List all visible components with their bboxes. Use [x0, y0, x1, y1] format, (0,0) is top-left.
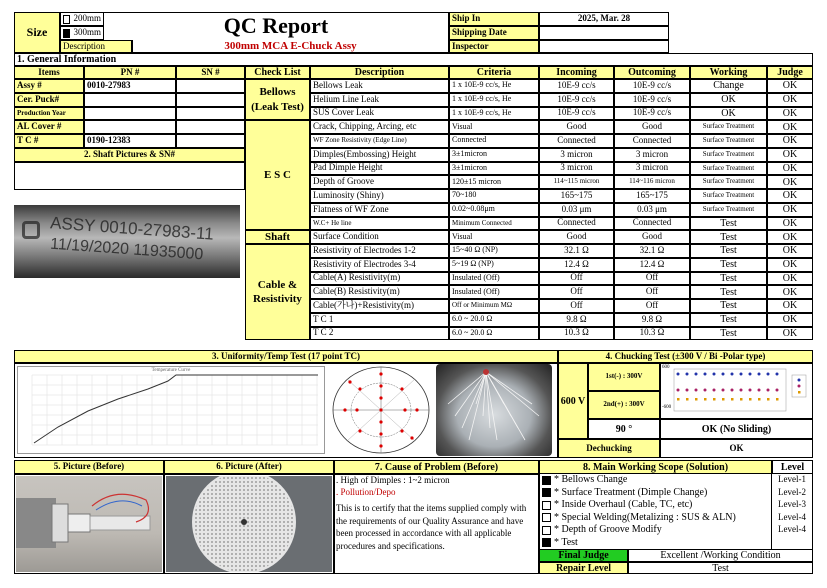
row-incoming: 114~115 micron: [539, 175, 614, 189]
scope-checkbox[interactable]: [542, 488, 551, 497]
picture-after-title: 6. Picture (After): [164, 460, 334, 474]
group-esc: E S C: [245, 120, 310, 230]
row-incoming: 10E-9 cc/s: [539, 79, 614, 93]
scope-level: Level-3: [772, 499, 813, 512]
picture-before-title: 5. Picture (Before): [14, 460, 164, 474]
level-header: Level: [772, 460, 813, 474]
row-description: SUS Cover Leak: [310, 107, 449, 121]
scope-item-label: * Depth of Groove Modify: [554, 524, 662, 535]
row-incoming: 3 micron: [539, 162, 614, 176]
row-incoming: 12.4 Ω: [539, 258, 614, 272]
row-outcoming: 0.03 μm: [614, 203, 690, 217]
row-judge: OK: [767, 313, 813, 327]
row-incoming: 10.3 Ω: [539, 327, 614, 341]
scope-checkbox[interactable]: [542, 501, 551, 510]
scope-item-label: * Surface Treatment (Dimple Change): [554, 486, 708, 498]
tc-map-svg: [330, 364, 432, 456]
row-description: Resistivity of Electrodes 1-2: [310, 244, 449, 258]
row-working: Test: [690, 327, 767, 341]
description-label: Description: [60, 40, 132, 53]
row-outcoming: Good: [614, 120, 690, 134]
row-criteria: 15~40 Ω (NP): [449, 244, 539, 258]
tc-map-diagram: [330, 364, 432, 456]
temperature-curve-title: Temperature Curve: [151, 368, 191, 373]
row-description: Helium Line Leak: [310, 93, 449, 107]
row-criteria: 0.02~0.08μm: [449, 203, 539, 217]
size-300-label: 300mm: [73, 27, 101, 38]
row-outcoming: 10.3 Ω: [614, 327, 690, 341]
size-200-option: [60, 12, 104, 26]
row-incoming: Connected: [539, 134, 614, 148]
row-outcoming: 9.8 Ω: [614, 313, 690, 327]
scope-item: [539, 499, 772, 512]
row-working: Test: [690, 272, 767, 286]
row-criteria: 1 x 10E-9 cc/s, He: [449, 93, 539, 107]
row-criteria: 6.0 ~ 20.0 Ω: [449, 327, 539, 341]
row-working: OK: [690, 93, 767, 107]
blank-cell: [14, 162, 245, 190]
row-description: W.C+ He line: [310, 217, 449, 231]
row-criteria: Minimum Connected: [449, 217, 539, 231]
row-outcoming: 10E-9 cc/s: [614, 107, 690, 121]
shaft-engraving-line2: 11/19/2020 11935000: [49, 235, 204, 264]
row-judge: OK: [767, 285, 813, 299]
item-label: Assy #: [14, 79, 84, 93]
row-working: Test: [690, 285, 767, 299]
row-judge: OK: [767, 93, 813, 107]
cause-line-1: . High of Dimples : 1~2 micron: [336, 475, 450, 485]
row-description: Cable(A) Resistivity(m): [310, 272, 449, 286]
scope-item-label: * Inside Overhaul (Cable, TC, etc): [554, 499, 693, 510]
group-cable: Cable & Resistivity: [245, 244, 310, 340]
row-judge: OK: [767, 107, 813, 121]
row-judge: OK: [767, 162, 813, 176]
scope-checkbox[interactable]: [542, 513, 551, 522]
pn-value: [84, 93, 176, 107]
col-items: Items: [14, 66, 84, 79]
wafer-wires-svg: [436, 364, 552, 456]
chuck-angle: 90 °: [588, 419, 660, 439]
row-incoming: Off: [539, 272, 614, 286]
row-outcoming: Off: [614, 299, 690, 313]
row-working: Test: [690, 230, 767, 244]
row-outcoming: Connected: [614, 217, 690, 231]
picture-before-photo: [16, 476, 162, 572]
checkbox-200[interactable]: [63, 15, 70, 24]
scope-checkbox[interactable]: [542, 526, 551, 535]
before-photo-svg: [16, 476, 162, 572]
shipping-date-label: Shipping Date: [449, 26, 539, 40]
scope-level: Level-4: [772, 524, 813, 537]
group-bellows: Bellows (Leak Test): [245, 79, 310, 120]
pn-value: 0190-12383: [84, 134, 176, 148]
col-check: Check List: [245, 66, 310, 79]
ship-in-label: Ship In: [449, 12, 539, 26]
row-incoming: Connected: [539, 217, 614, 231]
scope-item: [539, 512, 772, 525]
pn-value: [84, 107, 176, 121]
row-outcoming: Off: [614, 285, 690, 299]
row-judge: OK: [767, 299, 813, 313]
certify-text: This is to certify that the items supplied comply with the requirements of our Quality Assurance and have been processed in accordance with all applicable procedures and specifications.: [336, 503, 527, 551]
row-description: Flatness of WF Zone: [310, 203, 449, 217]
row-working: Surface Treatment: [690, 134, 767, 148]
row-judge: OK: [767, 258, 813, 272]
scope-level: Level-4: [772, 512, 813, 525]
row-outcoming: 10E-9 cc/s: [614, 79, 690, 93]
row-description: Cable(가나)+Resistivity(m): [310, 299, 449, 313]
row-judge: OK: [767, 175, 813, 189]
row-description: T C 1: [310, 313, 449, 327]
size-200-label: 200mm: [73, 13, 101, 24]
size-label: Size: [14, 12, 60, 53]
chuck-first-label: 1st(-) : 300V: [588, 363, 660, 391]
checkbox-300[interactable]: [63, 29, 70, 38]
row-criteria: 5~19 Ω (NP): [449, 258, 539, 272]
row-judge: OK: [767, 189, 813, 203]
uniformity-title: 3. Uniformity/Temp Test (17 point TC): [14, 350, 558, 363]
pn-value: 0010-27983: [84, 79, 176, 93]
row-working: Surface Treatment: [690, 120, 767, 134]
col-sn: SN #: [176, 66, 245, 79]
row-description: Pad Dimple Height: [310, 162, 449, 176]
row-judge: OK: [767, 134, 813, 148]
page-title: QC Report: [104, 12, 449, 40]
col-crit: Criteria: [449, 66, 539, 79]
row-description: Dimples(Embossing) Height: [310, 148, 449, 162]
col-pn: PN #: [84, 66, 176, 79]
row-incoming: Good: [539, 230, 614, 244]
row-criteria: 3±1micron: [449, 162, 539, 176]
row-description: WF Zone Resistivity (Edge Line): [310, 134, 449, 148]
item-label: Cer. Puck#: [14, 93, 84, 107]
col-desc: Description: [310, 66, 449, 79]
chuck-axis-bottom: -600: [662, 405, 672, 410]
scope-item: [539, 474, 772, 487]
shaft-photo: [14, 205, 240, 278]
chuck-axis-top: 600: [662, 365, 670, 370]
row-description: Surface Condition: [310, 230, 449, 244]
scope-item: [539, 524, 772, 537]
row-judge: OK: [767, 120, 813, 134]
chuck-result: OK (No Sliding): [660, 419, 813, 439]
row-outcoming: 3 micron: [614, 148, 690, 162]
row-outcoming: 114~116 micron: [614, 175, 690, 189]
row-criteria: 1 x 10E-9 cc/s, He: [449, 79, 539, 93]
pn-value: [84, 120, 176, 134]
row-incoming: Off: [539, 299, 614, 313]
sn-value: [176, 93, 245, 107]
chucking-graph-svg: [662, 365, 810, 417]
size-300-option: [60, 26, 104, 40]
chucking-title: 4. Chucking Test (±300 V / Bi -Polar type): [558, 350, 813, 363]
item-label: T C #: [14, 134, 84, 148]
col-work: Working: [690, 66, 767, 79]
col-judge: Judge: [767, 66, 813, 79]
row-judge: OK: [767, 327, 813, 341]
row-outcoming: 32.1 Ω: [614, 244, 690, 258]
row-working: Test: [690, 299, 767, 313]
row-judge: OK: [767, 272, 813, 286]
row-outcoming: Connected: [614, 134, 690, 148]
row-criteria: 70~180: [449, 189, 539, 203]
row-incoming: 10E-9 cc/s: [539, 93, 614, 107]
cause-title: 7. Cause of Problem (Before): [334, 460, 539, 474]
row-incoming: 9.8 Ω: [539, 313, 614, 327]
row-criteria: 120±15 micron: [449, 175, 539, 189]
page-subtitle: 300mm MCA E-Chuck Assy: [132, 40, 449, 53]
row-incoming: 3 micron: [539, 148, 614, 162]
row-working: Surface Treatment: [690, 203, 767, 217]
chuck-voltage: 600 V: [558, 363, 588, 439]
logo-mark-icon: [22, 221, 40, 239]
scope-item-label: * Bellows Change: [554, 474, 628, 485]
row-incoming: 32.1 Ω: [539, 244, 614, 258]
row-incoming: 10E-9 cc/s: [539, 107, 614, 121]
repair-level-label: Repair Level: [539, 562, 628, 574]
row-criteria: Connected: [449, 134, 539, 148]
item-label: Production Year: [14, 107, 84, 121]
row-working: Test: [690, 244, 767, 258]
row-criteria: 6.0 ~ 20.0 Ω: [449, 313, 539, 327]
col-inc: Incoming: [539, 66, 614, 79]
row-outcoming: 165~175: [614, 189, 690, 203]
cause-line-2: . Pollution/Depo: [336, 487, 396, 497]
row-judge: OK: [767, 217, 813, 231]
row-working: Surface Treatment: [690, 162, 767, 176]
cause-content: [336, 474, 537, 574]
row-description: Cable(B) Resistivity(m): [310, 285, 449, 299]
row-outcoming: 3 micron: [614, 162, 690, 176]
general-info-title: 1. General Information: [14, 53, 813, 66]
scope-item-label: * Test: [554, 536, 578, 548]
ship-in-value: 2025, Mar. 28: [539, 12, 669, 26]
scope-level: [772, 537, 813, 550]
row-judge: OK: [767, 230, 813, 244]
col-out: Outcoming: [614, 66, 690, 79]
row-incoming: 0.03 μm: [539, 203, 614, 217]
sn-value: [176, 134, 245, 148]
temperature-curve-chart: [17, 366, 325, 454]
dechucking-label: Dechucking: [558, 439, 660, 458]
row-incoming: 165~175: [539, 189, 614, 203]
group-shaft: Shaft: [245, 230, 310, 244]
row-incoming: Off: [539, 285, 614, 299]
row-criteria: Visual: [449, 230, 539, 244]
dechucking-value: OK: [660, 439, 813, 458]
repair-level-value: Test: [628, 562, 813, 574]
row-judge: OK: [767, 244, 813, 258]
row-judge: OK: [767, 148, 813, 162]
row-criteria: Visual: [449, 120, 539, 134]
shipping-date-value: [539, 26, 669, 40]
after-photo-svg: [166, 476, 332, 572]
row-criteria: 3±1micron: [449, 148, 539, 162]
shaft-pictures-title: 2. Shaft Pictures & SN#: [14, 148, 245, 162]
row-working: OK: [690, 107, 767, 121]
row-working: Change: [690, 79, 767, 93]
row-working: Surface Treatment: [690, 148, 767, 162]
scope-item-label: * Special Welding(Metalizing : SUS & ALN): [554, 511, 736, 523]
picture-after-photo: [166, 476, 332, 572]
row-criteria: Insulated (Off): [449, 285, 539, 299]
scope-item: [539, 537, 772, 550]
row-description: T C 2: [310, 327, 449, 341]
sn-value: [176, 120, 245, 134]
sn-value: [176, 107, 245, 121]
temperature-curve-svg: [18, 367, 326, 455]
scope-item: [539, 487, 772, 500]
scope-title: 8. Main Working Scope (Solution): [539, 460, 772, 474]
row-description: Resistivity of Electrodes 3-4: [310, 258, 449, 272]
wafer-tc-photo: [436, 364, 552, 456]
row-judge: OK: [767, 203, 813, 217]
row-working: Surface Treatment: [690, 189, 767, 203]
scope-checkbox[interactable]: [542, 538, 551, 547]
inspector-value: [539, 40, 669, 53]
sn-value: [176, 79, 245, 93]
row-outcoming: Good: [614, 230, 690, 244]
scope-checkbox[interactable]: [542, 476, 551, 485]
row-incoming: Good: [539, 120, 614, 134]
row-working: Test: [690, 258, 767, 272]
chucking-graph: [662, 365, 810, 417]
shaft-engraving-line1: ASSY 0010-27983-11: [49, 213, 215, 244]
row-criteria: Insulated (Off): [449, 272, 539, 286]
final-judge-label: Final Judge: [539, 549, 628, 562]
row-working: Surface Treatment: [690, 175, 767, 189]
scope-level: Level-1: [772, 474, 813, 487]
row-outcoming: 10E-9 cc/s: [614, 93, 690, 107]
scope-level: Level-2: [772, 487, 813, 500]
row-working: Test: [690, 217, 767, 231]
chuck-second-label: 2nd(+) : 300V: [588, 391, 660, 419]
row-judge: OK: [767, 79, 813, 93]
row-working: Test: [690, 313, 767, 327]
row-outcoming: 12.4 Ω: [614, 258, 690, 272]
row-criteria: 1 x 10E-9 cc/s, He: [449, 107, 539, 121]
row-outcoming: Off: [614, 272, 690, 286]
final-judge-value: Excellent /Working Condition: [628, 549, 813, 562]
inspector-label: Inspector: [449, 40, 539, 53]
row-description: Depth of Groove: [310, 175, 449, 189]
item-label: AL Cover #: [14, 120, 84, 134]
row-description: Crack, Chipping, Arcing, etc: [310, 120, 449, 134]
row-criteria: Off or Minimum MΩ: [449, 299, 539, 313]
row-description: Bellows Leak: [310, 79, 449, 93]
row-description: Luminosity (Shiny): [310, 189, 449, 203]
